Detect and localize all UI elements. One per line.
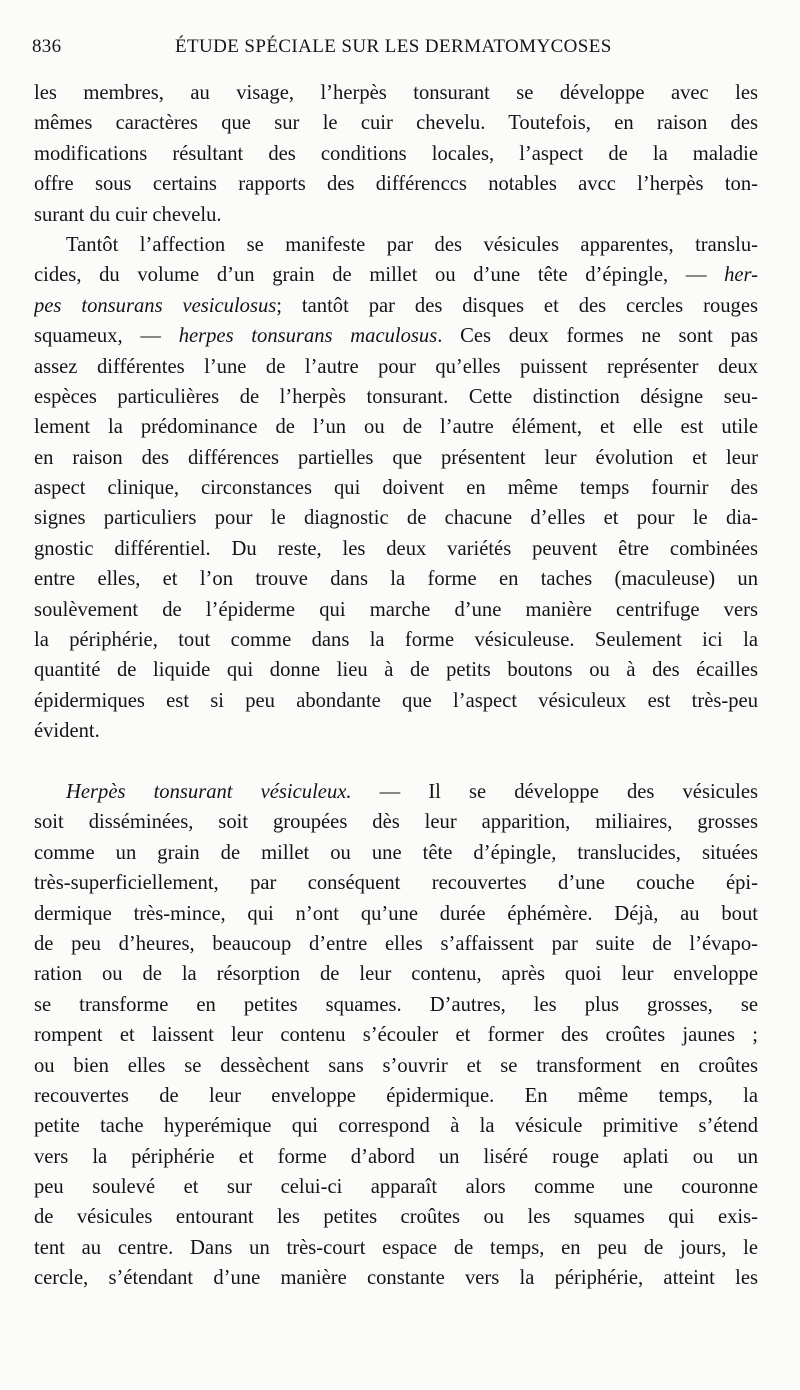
text-line: dermique très-mince, qui n’ont qu’une durée éphémère. Déjà, au bout — [34, 902, 758, 925]
text-line — [34, 321, 758, 351]
text-line: aspect clinique, circonstances qui doivent en même temps fournir des — [34, 477, 758, 500]
text-line — [34, 291, 758, 321]
text-line: cercle, s’étendant d’une manière constante vers la périphérie, atteint les — [34, 1267, 758, 1290]
text-run: — Il se développe des vésicules — [351, 780, 758, 803]
text-line: offre sous certains rapports des différenccs notables avcc l’herpès ton- — [34, 173, 758, 196]
text-line: comme un grain de millet ou une tête d’épingle, translucides, situées — [34, 841, 758, 864]
text-line: rompent et laissent leur contenu s’écouler et former des croûtes jaunes ; — [34, 1024, 758, 1047]
text-line: lement la prédominance de l’un ou de l’autre élément, et elle est utile — [34, 416, 758, 439]
paragraph-continuation — [34, 78, 758, 230]
paragraph-gap — [34, 747, 758, 777]
text-line: soulèvement de l’épiderme qui marche d’une manière centrifuge vers — [34, 598, 758, 621]
section-heading: Herpès tonsurant vésiculeux. — [66, 780, 352, 803]
text-line — [34, 260, 758, 290]
text-line: se transforme en petites squames. D’autres, les plus grosses, se — [34, 993, 758, 1016]
text-run: cides, du volume d’un grain de millet ou d’une tête d’épingle, — — [34, 264, 725, 287]
text-line: gnostic différentiel. Du reste, les deux variétés peuvent être combinées — [34, 537, 758, 560]
text-line: modifications résultant des conditions locales, l’aspect de la maladie — [34, 142, 758, 165]
text-line — [34, 777, 758, 807]
latin-term: her- — [724, 264, 758, 287]
text-line: entre elles, et l’on trouve dans la forme en taches (maculeuse) un — [34, 568, 758, 591]
text-line: ou bien elles se dessèchent sans s’ouvrir et se transforment en croûtes — [34, 1054, 758, 1077]
text-line: Tantôt l’affection se manifeste par des vésicules apparentes, translu- — [66, 233, 758, 256]
text-line: ration ou de la résorption de leur contenu, après quoi leur enveloppe — [34, 963, 758, 986]
text-line: signes particuliers pour le diagnostic de chacune d’elles et pour le dia- — [34, 507, 758, 530]
latin-term: herpes tonsurans maculosus — [178, 325, 438, 348]
text-run: squameux, — — [34, 325, 179, 348]
text-line: la périphérie, tout comme dans la forme vésiculeuse. Seulement ici la — [34, 629, 758, 652]
text-line: de peu d’heures, beaucoup d’entre elles s’affaissent par suite de l’évapo- — [34, 932, 758, 955]
text-run: . Ces deux formes ne sont pas — [437, 325, 758, 348]
text-line: soit disséminées, soit groupées dès leur apparition, miliaires, grosses — [34, 811, 758, 834]
text-line: espèces particulières de l’herpès tonsurant. Cette distinction désigne seu- — [34, 385, 758, 408]
text-run: ; tantôt par des disques et des cercles rouges — [276, 294, 758, 317]
text-line: vers la périphérie et forme d’abord un liséré rouge aplati ou un — [34, 1145, 758, 1168]
text-line: en raison des différences partielles que présentent leur évolution et leur — [34, 446, 758, 469]
text-line: quantité de liquide qui donne lieu à de petits boutons ou à des écailles — [34, 659, 758, 682]
running-title: ÉTUDE SPÉCIALE SUR LES DERMATOMYCOSES — [175, 36, 612, 57]
body-text — [34, 78, 758, 1294]
text-line: de vésicules entourant les petites croûtes ou les squames qui exis- — [34, 1206, 758, 1229]
paragraph-forms — [34, 230, 758, 747]
text-line: épidermiques est si peu abondante que l’aspect vésiculeux est très-peu — [34, 689, 758, 712]
text-line: très-superficiellement, par conséquent recouvertes d’une couche épi- — [34, 872, 758, 895]
text-line: petite tache hyperémique qui correspond à la vésicule primitive s’étend — [34, 1115, 758, 1138]
text-line: tent au centre. Dans un très-court espace de temps, en peu de jours, le — [34, 1236, 758, 1259]
text-line: évident. — [34, 720, 100, 743]
text-line: les membres, au visage, l’herpès tonsurant se développe avec les — [34, 82, 758, 104]
running-header — [32, 36, 762, 62]
latin-term: pes tonsurans vesiculosus — [34, 294, 277, 317]
paragraph-vesicular — [34, 777, 758, 1294]
text-line: mêmes caractères que sur le cuir chevelu. Toutefois, en raison des — [34, 112, 758, 135]
text-line: surant du cuir chevelu. — [34, 203, 222, 226]
text-line: peu soulevé et sur celui-ci apparaît alors comme une couronne — [34, 1176, 758, 1199]
text-line: recouvertes de leur enveloppe épidermique. En même temps, la — [34, 1084, 758, 1107]
text-line: assez différentes l’une de l’autre pour qu’elles puissent représenter deux — [34, 355, 758, 378]
page-number: 836 — [32, 36, 62, 57]
